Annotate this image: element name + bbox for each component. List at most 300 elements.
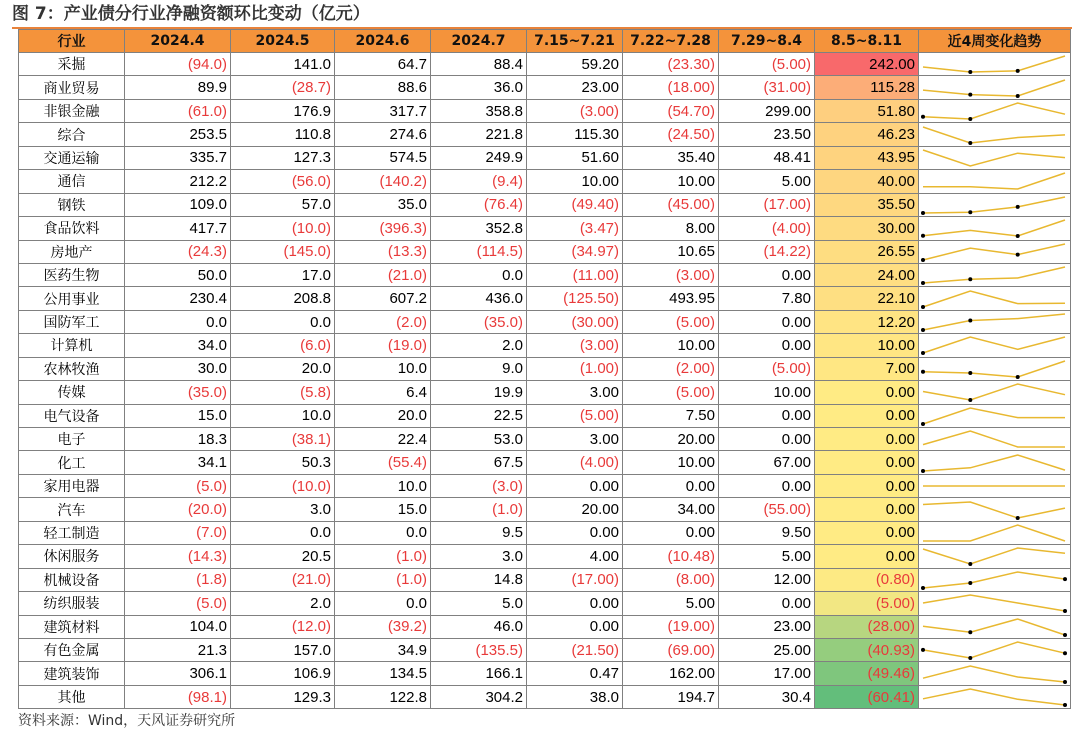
trend-cell: [919, 451, 1071, 474]
header-2024-5: 2024.5: [231, 30, 335, 53]
sparkline-negative-marker: [968, 656, 972, 660]
latest-week-cell: 12.20: [815, 310, 919, 333]
table-row: [19, 99, 1071, 122]
industry-name: 纺织服装: [19, 592, 125, 615]
value-cell: (9.4): [431, 170, 527, 193]
value-cell: (13.3): [335, 240, 431, 263]
table-row: [19, 568, 1071, 591]
latest-week-cell: 46.23: [815, 123, 919, 146]
sparkline-negative-marker: [921, 370, 925, 374]
value-cell: (45.00): [623, 193, 719, 216]
sparkline-negative-marker: [968, 141, 972, 145]
header-week-0805: 8.5~8.11: [815, 30, 919, 53]
trend-sparkline: [919, 358, 1069, 380]
trend-sparkline: [919, 147, 1069, 169]
trend-sparkline: [919, 264, 1069, 286]
industry-name: 食品饮料: [19, 217, 125, 240]
industry-name: 通信: [19, 170, 125, 193]
value-cell: 162.00: [623, 662, 719, 685]
value-cell: 176.9: [231, 99, 335, 122]
sparkline-negative-marker: [1063, 577, 1067, 581]
latest-week-cell: 26.55: [815, 240, 919, 263]
sparkline-negative-marker: [921, 115, 925, 119]
value-cell: 3.00: [527, 428, 623, 451]
value-cell: 36.0: [431, 76, 527, 99]
trend-sparkline: [919, 53, 1069, 75]
sparkline-line: [923, 384, 1065, 400]
trend-sparkline: [919, 100, 1069, 122]
trend-cell: [919, 474, 1071, 497]
latest-week-cell: 0.00: [815, 428, 919, 451]
value-cell: 10.0: [335, 357, 431, 380]
value-cell: (3.47): [527, 217, 623, 240]
value-cell: (61.0): [125, 99, 231, 122]
value-cell: 0.00: [719, 592, 815, 615]
table-row: [19, 334, 1071, 357]
latest-week-cell: (60.41): [815, 685, 919, 708]
value-cell: 10.65: [623, 240, 719, 263]
trend-sparkline: [919, 428, 1069, 450]
value-cell: 0.00: [719, 404, 815, 427]
value-cell: (135.5): [431, 638, 527, 661]
value-cell: 3.0: [231, 498, 335, 521]
latest-week-cell: 40.00: [815, 170, 919, 193]
sparkline-line: [923, 173, 1065, 189]
value-cell: 48.41: [719, 146, 815, 169]
table-row: [19, 263, 1071, 286]
figure-title: 图 7：产业债分行业净融资额环比变动（亿元）: [12, 4, 370, 24]
value-cell: 166.1: [431, 662, 527, 685]
latest-week-cell: (49.46): [815, 662, 919, 685]
value-cell: (145.0): [231, 240, 335, 263]
trend-sparkline: [919, 405, 1069, 427]
latest-week-cell: 0.00: [815, 498, 919, 521]
sparkline-line: [923, 431, 1065, 447]
table-row: [19, 474, 1071, 497]
value-cell: (5.00): [623, 381, 719, 404]
sparkline-negative-marker: [921, 258, 925, 262]
value-cell: 0.0: [335, 592, 431, 615]
latest-week-cell: 242.00: [815, 53, 919, 76]
table-row: [19, 193, 1071, 216]
table-row: [19, 381, 1071, 404]
sparkline-negative-marker: [1063, 680, 1067, 684]
value-cell: 0.0: [231, 521, 335, 544]
trend-sparkline: [919, 288, 1069, 310]
latest-week-cell: (40.93): [815, 638, 919, 661]
value-cell: (23.30): [623, 53, 719, 76]
sparkline-negative-marker: [1063, 633, 1067, 637]
value-cell: 17.0: [231, 263, 335, 286]
value-cell: (1.0): [335, 545, 431, 568]
value-cell: 4.00: [527, 545, 623, 568]
value-cell: 34.9: [335, 638, 431, 661]
trend-cell: [919, 53, 1071, 76]
industry-name: 建筑装饰: [19, 662, 125, 685]
value-cell: 9.0: [431, 357, 527, 380]
value-cell: 38.0: [527, 685, 623, 708]
value-cell: 34.1: [125, 451, 231, 474]
trend-cell: [919, 521, 1071, 544]
value-cell: 88.6: [335, 76, 431, 99]
industry-name: 化工: [19, 451, 125, 474]
value-cell: (2.0): [335, 310, 431, 333]
value-cell: 0.0: [335, 521, 431, 544]
trend-sparkline: [919, 217, 1069, 239]
value-cell: (396.3): [335, 217, 431, 240]
industry-name: 汽车: [19, 498, 125, 521]
value-cell: 0.0: [231, 310, 335, 333]
value-cell: 335.7: [125, 146, 231, 169]
value-cell: (31.00): [719, 76, 815, 99]
value-cell: 20.0: [335, 404, 431, 427]
industry-name: 交通运输: [19, 146, 125, 169]
sparkline-line: [923, 595, 1065, 611]
trend-sparkline: [919, 616, 1069, 638]
industry-name: 电子: [19, 428, 125, 451]
value-cell: 20.0: [231, 357, 335, 380]
trend-sparkline: [919, 639, 1069, 661]
value-cell: (35.0): [125, 381, 231, 404]
value-cell: 2.0: [231, 592, 335, 615]
trend-cell: [919, 217, 1071, 240]
sparkline-line: [923, 502, 1065, 518]
value-cell: 23.00: [719, 615, 815, 638]
header-week-0729: 7.29~8.4: [719, 30, 815, 53]
value-cell: (10.0): [231, 217, 335, 240]
sparkline-line: [923, 642, 1065, 658]
value-cell: 106.9: [231, 662, 335, 685]
value-cell: 157.0: [231, 638, 335, 661]
latest-week-cell: (0.80): [815, 568, 919, 591]
value-cell: (35.0): [431, 310, 527, 333]
value-cell: 22.5: [431, 404, 527, 427]
value-cell: (5.00): [719, 357, 815, 380]
value-cell: 109.0: [125, 193, 231, 216]
value-cell: 299.00: [719, 99, 815, 122]
sparkline-line: [923, 291, 1065, 307]
sparkline-negative-marker: [968, 630, 972, 634]
value-cell: (5.8): [231, 381, 335, 404]
latest-week-cell: 0.00: [815, 545, 919, 568]
value-cell: 21.3: [125, 638, 231, 661]
value-cell: 0.0: [431, 263, 527, 286]
value-cell: (5.0): [125, 592, 231, 615]
value-cell: 10.00: [527, 170, 623, 193]
value-cell: (5.0): [125, 474, 231, 497]
sparkline-negative-marker: [921, 351, 925, 355]
industry-name: 其他: [19, 685, 125, 708]
value-cell: 25.00: [719, 638, 815, 661]
table-row: [19, 521, 1071, 544]
latest-week-cell: 0.00: [815, 451, 919, 474]
sparkline-negative-marker: [921, 234, 925, 238]
industry-name: 建筑材料: [19, 615, 125, 638]
value-cell: (94.0): [125, 53, 231, 76]
sparkline-negative-marker: [968, 70, 972, 74]
value-cell: 88.4: [431, 53, 527, 76]
value-cell: (3.0): [431, 474, 527, 497]
sparkline-negative-marker: [968, 210, 972, 214]
latest-week-cell: (28.00): [815, 615, 919, 638]
trend-sparkline: [919, 170, 1069, 192]
value-cell: 0.00: [527, 474, 623, 497]
sparkline-negative-marker: [921, 211, 925, 215]
table-row: [19, 545, 1071, 568]
value-cell: 12.00: [719, 568, 815, 591]
sparkline-line: [923, 689, 1065, 705]
trend-cell: [919, 287, 1071, 310]
value-cell: 7.80: [719, 287, 815, 310]
value-cell: 5.00: [719, 545, 815, 568]
industry-name: 电气设备: [19, 404, 125, 427]
value-cell: (38.1): [231, 428, 335, 451]
table-row: [19, 615, 1071, 638]
sparkline-negative-marker: [921, 305, 925, 309]
value-cell: (20.0): [125, 498, 231, 521]
value-cell: (125.50): [527, 287, 623, 310]
value-cell: 6.4: [335, 381, 431, 404]
value-cell: 67.00: [719, 451, 815, 474]
value-cell: 9.5: [431, 521, 527, 544]
latest-week-cell: 0.00: [815, 474, 919, 497]
sparkline-negative-marker: [968, 117, 972, 121]
trend-sparkline: [919, 381, 1069, 403]
industry-name: 有色金属: [19, 638, 125, 661]
sparkline-negative-marker: [1016, 205, 1020, 209]
sparkline-negative-marker: [1063, 609, 1067, 613]
industry-name: 传媒: [19, 381, 125, 404]
sparkline-negative-marker: [968, 92, 972, 96]
sparkline-negative-marker: [921, 586, 925, 590]
value-cell: 194.7: [623, 685, 719, 708]
industry-name: 轻工制造: [19, 521, 125, 544]
industry-name: 家用电器: [19, 474, 125, 497]
header-industry: 行业: [19, 30, 125, 53]
trend-cell: [919, 592, 1071, 615]
value-cell: 10.00: [623, 451, 719, 474]
table-row: [19, 451, 1071, 474]
value-cell: (3.00): [623, 263, 719, 286]
industry-name: 钢铁: [19, 193, 125, 216]
sparkline-negative-marker: [968, 371, 972, 375]
sparkline-negative-marker: [921, 422, 925, 426]
table-body: [19, 53, 1071, 709]
value-cell: 0.00: [719, 310, 815, 333]
trend-cell: [919, 381, 1071, 404]
trend-cell: [919, 263, 1071, 286]
trend-sparkline: [919, 545, 1069, 567]
latest-week-cell: 10.00: [815, 334, 919, 357]
value-cell: (55.4): [335, 451, 431, 474]
value-cell: 0.47: [527, 662, 623, 685]
value-cell: 0.00: [719, 263, 815, 286]
sparkline-negative-marker: [968, 398, 972, 402]
value-cell: (7.0): [125, 521, 231, 544]
value-cell: 17.00: [719, 662, 815, 685]
trend-cell: [919, 240, 1071, 263]
value-cell: (17.00): [719, 193, 815, 216]
value-cell: (1.0): [431, 498, 527, 521]
trend-sparkline: [919, 475, 1069, 497]
value-cell: 0.00: [527, 521, 623, 544]
value-cell: 50.3: [231, 451, 335, 474]
value-cell: 3.00: [527, 381, 623, 404]
table-row: [19, 662, 1071, 685]
table-row: [19, 76, 1071, 99]
value-cell: 104.0: [125, 615, 231, 638]
value-cell: 129.3: [231, 685, 335, 708]
industry-name: 机械设备: [19, 568, 125, 591]
data-table-container: [18, 29, 1071, 709]
value-cell: (56.0): [231, 170, 335, 193]
table-row: [19, 310, 1071, 333]
value-cell: 221.8: [431, 123, 527, 146]
value-cell: (1.0): [335, 568, 431, 591]
trend-cell: [919, 99, 1071, 122]
sparkline-line: [923, 220, 1065, 236]
value-cell: 7.50: [623, 404, 719, 427]
value-cell: 50.0: [125, 263, 231, 286]
value-cell: (10.48): [623, 545, 719, 568]
value-cell: 23.50: [719, 123, 815, 146]
latest-week-cell: 0.00: [815, 521, 919, 544]
industry-name: 非银金融: [19, 99, 125, 122]
value-cell: 46.0: [431, 615, 527, 638]
table-row: [19, 428, 1071, 451]
trend-sparkline: [919, 241, 1069, 263]
value-cell: (21.0): [335, 263, 431, 286]
sparkline-line: [923, 548, 1065, 564]
value-cell: 34.0: [125, 334, 231, 357]
value-cell: 10.00: [623, 170, 719, 193]
latest-week-cell: 22.10: [815, 287, 919, 310]
sparkline-line: [923, 103, 1065, 119]
latest-week-cell: 0.00: [815, 381, 919, 404]
value-cell: 306.1: [125, 662, 231, 685]
header-2024-7: 2024.7: [431, 30, 527, 53]
industry-name: 综合: [19, 123, 125, 146]
value-cell: 20.00: [527, 498, 623, 521]
industry-name: 商业贸易: [19, 76, 125, 99]
industry-name: 国防军工: [19, 310, 125, 333]
sparkline-negative-marker: [921, 281, 925, 285]
sparkline-negative-marker: [1016, 69, 1020, 73]
value-cell: (14.3): [125, 545, 231, 568]
sparkline-negative-marker: [968, 581, 972, 585]
value-cell: 23.00: [527, 76, 623, 99]
trend-cell: [919, 334, 1071, 357]
trend-cell: [919, 357, 1071, 380]
trend-cell: [919, 685, 1071, 708]
value-cell: 574.5: [335, 146, 431, 169]
value-cell: 19.9: [431, 381, 527, 404]
sparkline-line: [923, 337, 1065, 353]
value-cell: (140.2): [335, 170, 431, 193]
trend-cell: [919, 76, 1071, 99]
trend-cell: [919, 638, 1071, 661]
value-cell: 10.0: [231, 404, 335, 427]
value-cell: 208.8: [231, 287, 335, 310]
value-cell: 15.0: [335, 498, 431, 521]
sparkline-negative-marker: [921, 328, 925, 332]
value-cell: 0.00: [719, 474, 815, 497]
trend-sparkline: [919, 334, 1069, 356]
industry-name: 休闲服务: [19, 545, 125, 568]
sparkline-line: [923, 619, 1065, 635]
trend-cell: [919, 662, 1071, 685]
table-row: [19, 685, 1071, 708]
value-cell: (17.00): [527, 568, 623, 591]
sparkline-negative-marker: [1016, 94, 1020, 98]
sparkline-negative-marker: [921, 469, 925, 473]
value-cell: (3.00): [527, 334, 623, 357]
value-cell: 110.8: [231, 123, 335, 146]
value-cell: (10.0): [231, 474, 335, 497]
value-cell: 67.5: [431, 451, 527, 474]
value-cell: (4.00): [527, 451, 623, 474]
trend-sparkline: [919, 569, 1069, 591]
value-cell: 20.5: [231, 545, 335, 568]
trend-cell: [919, 310, 1071, 333]
header-row: [19, 30, 1071, 53]
value-cell: 127.3: [231, 146, 335, 169]
industry-name: 医药生物: [19, 263, 125, 286]
value-cell: 274.6: [335, 123, 431, 146]
trend-sparkline: [919, 499, 1069, 521]
sparkline-line: [923, 244, 1065, 260]
value-cell: 53.0: [431, 428, 527, 451]
value-cell: 352.8: [431, 217, 527, 240]
value-cell: 89.9: [125, 76, 231, 99]
value-cell: 10.0: [335, 474, 431, 497]
value-cell: 115.30: [527, 123, 623, 146]
latest-week-cell: 30.00: [815, 217, 919, 240]
header-week-0722: 7.22~7.28: [623, 30, 719, 53]
value-cell: 5.00: [719, 170, 815, 193]
value-cell: 14.8: [431, 568, 527, 591]
value-cell: (4.00): [719, 217, 815, 240]
value-cell: (19.0): [335, 334, 431, 357]
value-cell: 64.7: [335, 53, 431, 76]
latest-week-cell: 35.50: [815, 193, 919, 216]
value-cell: (55.00): [719, 498, 815, 521]
table-row: [19, 498, 1071, 521]
table-row: [19, 123, 1071, 146]
value-cell: (2.00): [623, 357, 719, 380]
value-cell: 607.2: [335, 287, 431, 310]
sparkline-line: [923, 361, 1065, 377]
trend-cell: [919, 615, 1071, 638]
value-cell: (1.00): [527, 357, 623, 380]
table-row: [19, 217, 1071, 240]
industry-name: 计算机: [19, 334, 125, 357]
value-cell: (30.00): [527, 310, 623, 333]
value-cell: 141.0: [231, 53, 335, 76]
value-cell: 51.60: [527, 146, 623, 169]
latest-week-cell: 43.95: [815, 146, 919, 169]
trend-sparkline: [919, 452, 1069, 474]
value-cell: 8.00: [623, 217, 719, 240]
latest-week-cell: (5.00): [815, 592, 919, 615]
value-cell: 22.4: [335, 428, 431, 451]
value-cell: 57.0: [231, 193, 335, 216]
header-2024-4: 2024.4: [125, 30, 231, 53]
industry-name: 采掘: [19, 53, 125, 76]
sparkline-line: [923, 56, 1065, 72]
value-cell: 3.0: [431, 545, 527, 568]
value-cell: 20.00: [623, 428, 719, 451]
